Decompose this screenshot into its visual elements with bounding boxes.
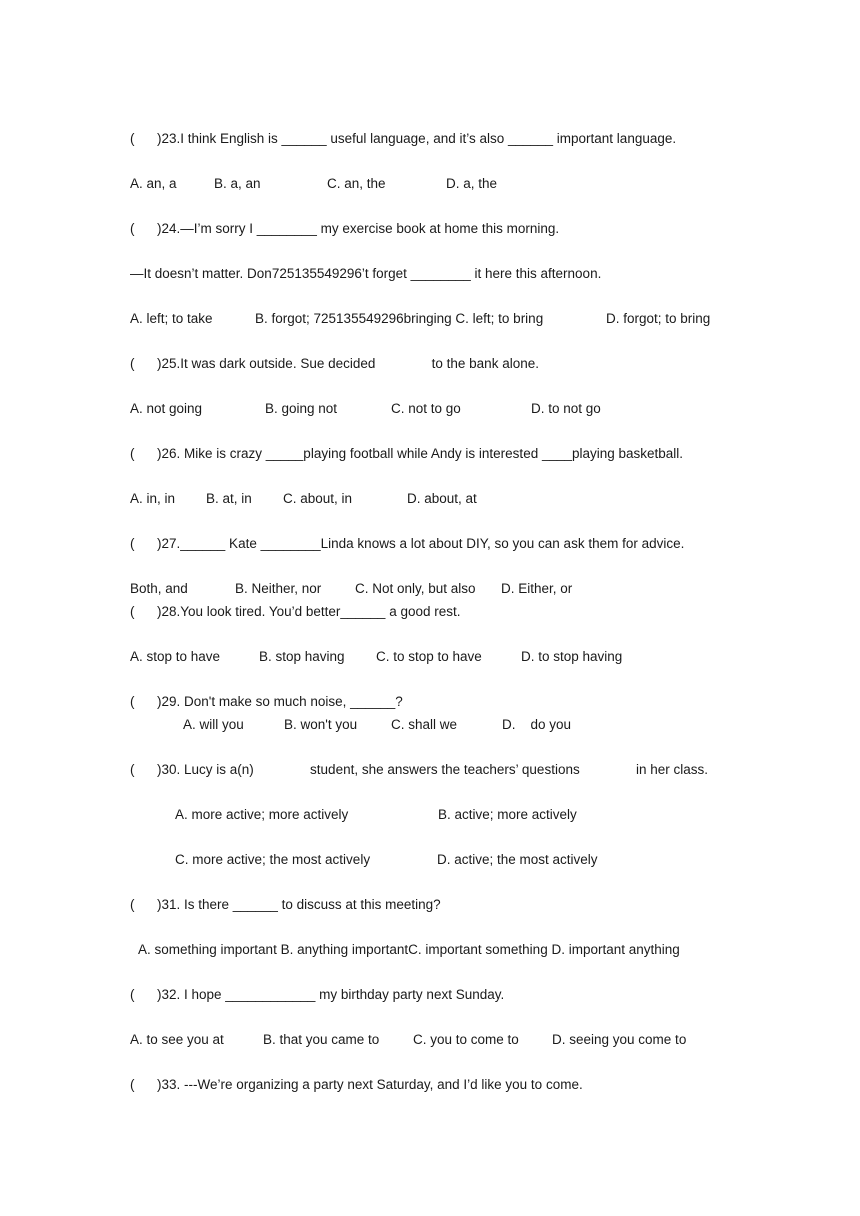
option-a: A. not going <box>130 401 203 416</box>
option-c: C. not to go <box>391 401 461 416</box>
option-a: A. will you <box>183 717 244 732</box>
question-31-options: A. something important B. anything importantC. important something D. important anything <box>138 942 680 957</box>
option-c: C. Not only, but also <box>355 581 476 596</box>
question-26-options <box>130 490 730 508</box>
option-d: D. Either, or <box>501 581 573 596</box>
option-b: B. a, an <box>214 176 261 191</box>
question-24-options <box>130 310 730 328</box>
question-30-options-row-2 <box>175 851 735 869</box>
question-25-stem: ( )25.It was dark outside. Sue decided to the bank alone. <box>130 356 539 371</box>
option-c: C. to stop to have <box>376 649 482 664</box>
question-31-stem: ( )31. Is there ______ to discuss at this meeting? <box>130 897 441 912</box>
question-28-stem: ( )28.You look tired. You’d better______ a good rest. <box>130 604 461 619</box>
question-32-stem: ( )32. I hope ____________ my birthday party next Sunday. <box>130 987 505 1002</box>
question-30-options-row-1 <box>175 806 735 824</box>
option-b: B. stop having <box>259 649 345 664</box>
option-d: D. a, the <box>446 176 498 191</box>
question-24-stem-reply: —It doesn’t matter. Don725135549296’t forget ________ it here this afternoon. <box>130 266 602 281</box>
question-25-options <box>130 400 730 418</box>
question-30-stem: ( )30. Lucy is a(n) student, she answers the teachers’ questions in her class. <box>130 762 708 777</box>
option-a: A. an, a <box>130 176 177 191</box>
option-c: C. shall we <box>391 717 458 732</box>
question-27-stem: ( )27.______ Kate ________Linda knows a lot about DIY, so you can ask them for advice. <box>130 536 685 551</box>
question-27-options <box>130 580 730 598</box>
option-d: D. do you <box>502 717 572 732</box>
option-a: A. to see you at <box>130 1032 224 1047</box>
question-29-options <box>183 716 743 734</box>
question-33-stem: ( )33. ---We’re organizing a party next Saturday, and I’d like you to come. <box>130 1077 583 1092</box>
question-26-stem: ( )26. Mike is crazy _____playing football while Andy is interested ____playing basketball. <box>130 446 684 461</box>
option-b: B. active; more actively <box>438 807 577 822</box>
option-c: C. an, the <box>327 176 386 191</box>
option-a: A. in, in <box>130 491 176 506</box>
option-d: D. active; the most actively <box>437 852 598 867</box>
option-c: C. about, in <box>283 491 353 506</box>
option-b-c: B. forgot; 725135549296bringing C. left; to bring <box>255 311 544 326</box>
option-b: B. going not <box>265 401 338 416</box>
option-c: C. more active; the most actively <box>175 852 371 867</box>
option-d: D. forgot; to bring <box>606 311 711 326</box>
option-b: B. at, in <box>206 491 252 506</box>
option-d: D. to stop having <box>521 649 623 664</box>
option-b: B. Neither, nor <box>235 581 322 596</box>
option-b: B. won't you <box>284 717 358 732</box>
option-b: B. that you came to <box>263 1032 380 1047</box>
question-29-stem: ( )29. Don't make so much noise, ______? <box>130 694 403 709</box>
option-d: D. about, at <box>407 491 477 506</box>
option-a: A. stop to have <box>130 649 221 664</box>
option-a: Both, and <box>130 581 188 596</box>
question-28-options <box>130 648 730 666</box>
question-32-options <box>130 1031 730 1049</box>
option-c: C. you to come to <box>413 1032 519 1047</box>
question-23-stem: ( )23.I think English is ______ useful language, and it’s also ______ important language. <box>130 131 677 146</box>
option-d: D. to not go <box>531 401 601 416</box>
question-24-stem: ( )24.—I’m sorry I ________ my exercise book at home this morning. <box>130 221 560 236</box>
option-a: A. more active; more actively <box>175 807 349 822</box>
question-23-options <box>130 175 730 193</box>
option-a: A. left; to take <box>130 311 213 326</box>
option-d: D. seeing you come to <box>552 1032 687 1047</box>
